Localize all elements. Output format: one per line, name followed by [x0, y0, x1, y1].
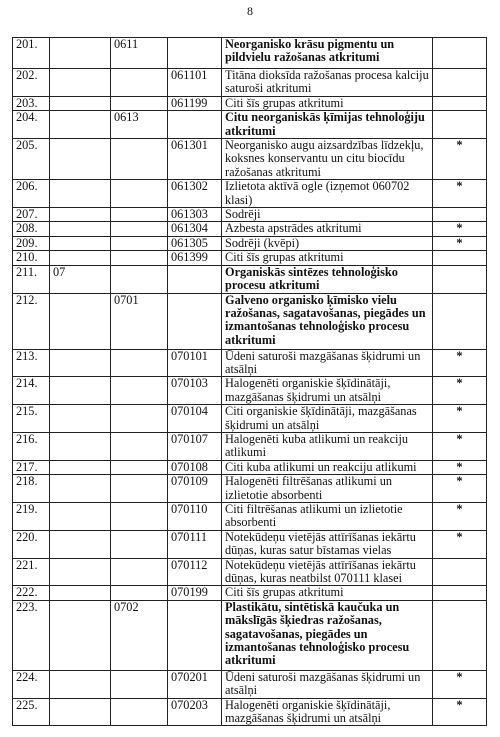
- row-number-cell: 214.: [13, 377, 50, 405]
- hazard-mark-cell: [433, 600, 487, 670]
- row-number-cell: 204.: [13, 111, 50, 139]
- table-row: [13, 180, 487, 208]
- row-number-cell: 221.: [13, 558, 50, 586]
- waste-code-cell: 070199: [168, 586, 222, 600]
- hazard-mark-cell: *: [433, 530, 487, 558]
- row-number-cell: 224.: [13, 670, 50, 698]
- waste-code-cell: 070108: [168, 460, 222, 474]
- group-code-cell: 0702: [111, 600, 168, 670]
- waste-code-cell: 061304: [168, 222, 222, 236]
- table-row: [13, 432, 487, 460]
- chapter-code-cell: [50, 96, 111, 110]
- table-row: [13, 586, 487, 600]
- group-code-cell: [111, 349, 168, 377]
- row-number-cell: 222.: [13, 586, 50, 600]
- row-number-cell: 216.: [13, 432, 50, 460]
- row-number-cell: 223.: [13, 600, 50, 670]
- table-row: [13, 251, 487, 265]
- hazard-mark-cell: [433, 251, 487, 265]
- chapter-code-cell: [50, 69, 111, 97]
- description-cell: Halogenēti organiskie šķīdinātāji, mazgāšanas šķidrumi un atsālņi: [222, 698, 433, 726]
- row-number-cell: 202.: [13, 69, 50, 97]
- chapter-code-cell: [50, 698, 111, 726]
- waste-code-cell: 061399: [168, 251, 222, 265]
- chapter-code-cell: [50, 405, 111, 433]
- chapter-code-cell: [50, 236, 111, 250]
- table-body: [13, 38, 487, 726]
- waste-code-cell: [168, 265, 222, 293]
- description-cell: Halogenēti organiskie šķīdinātāji, mazgāšanas šķidrumi un atsālņi: [222, 377, 433, 405]
- hazard-mark-cell: [433, 208, 487, 222]
- description-cell: Ūdeni saturoši mazgāšanas šķidrumi un atsālņi: [222, 670, 433, 698]
- description-cell: Neorganisko krāsu pigmentu un pildvielu ražošanas atkritumi: [222, 38, 433, 69]
- row-number-cell: 209.: [13, 236, 50, 250]
- chapter-code-cell: 07: [50, 265, 111, 293]
- group-code-cell: [111, 558, 168, 586]
- hazard-mark-cell: *: [433, 349, 487, 377]
- hazard-mark-cell: [433, 558, 487, 586]
- table-row: [13, 377, 487, 405]
- table-row: [13, 69, 487, 97]
- group-code-cell: [111, 69, 168, 97]
- hazard-mark-cell: *: [433, 698, 487, 726]
- description-cell: Izlietota aktīvā ogle (izņemot 060702 klasi): [222, 180, 433, 208]
- chapter-code-cell: [50, 530, 111, 558]
- waste-code-cell: 070104: [168, 405, 222, 433]
- chapter-code-cell: [50, 139, 111, 180]
- group-code-cell: [111, 208, 168, 222]
- waste-code-cell: 070201: [168, 670, 222, 698]
- hazard-mark-cell: *: [433, 460, 487, 474]
- hazard-mark-cell: [433, 265, 487, 293]
- row-number-cell: 213.: [13, 349, 50, 377]
- hazard-mark-cell: *: [433, 405, 487, 433]
- hazard-mark-cell: *: [433, 377, 487, 405]
- chapter-code-cell: [50, 222, 111, 236]
- description-cell: Citi organiskie šķīdinātāji, mazgāšanas šķidrumi un atsālņi: [222, 405, 433, 433]
- table-row: [13, 96, 487, 110]
- description-cell: Citi šīs grupas atkritumi: [222, 96, 433, 110]
- waste-code-cell: 061302: [168, 180, 222, 208]
- table-row: [13, 405, 487, 433]
- chapter-code-cell: [50, 558, 111, 586]
- table-row: [13, 265, 487, 293]
- table-row: [13, 558, 487, 586]
- table-row: [13, 38, 487, 69]
- description-cell: Azbesta apstrādes atkritumi: [222, 222, 433, 236]
- table-row: [13, 349, 487, 377]
- row-number-cell: 210.: [13, 251, 50, 265]
- description-cell: Ūdeni saturoši mazgāšanas šķidrumi un atsālņi: [222, 349, 433, 377]
- description-cell: Citu neorganiskās ķīmijas tehnoloģiju atkritumi: [222, 111, 433, 139]
- description-cell: Halogenēti filtrēšanas atlikumi un izlietotie absorbenti: [222, 475, 433, 503]
- waste-code-cell: 061305: [168, 236, 222, 250]
- waste-code-cell: 070111: [168, 530, 222, 558]
- group-code-cell: [111, 432, 168, 460]
- chapter-code-cell: [50, 460, 111, 474]
- table-row: [13, 208, 487, 222]
- description-cell: Neorganisko augu aizsardzības līdzekļu, koksnes konservantu un citu biocīdu ražošanas atkritumi: [222, 139, 433, 180]
- group-code-cell: [111, 530, 168, 558]
- group-code-cell: [111, 222, 168, 236]
- chapter-code-cell: [50, 502, 111, 530]
- row-number-cell: 203.: [13, 96, 50, 110]
- waste-code-cell: 061101: [168, 69, 222, 97]
- waste-code-cell: 061199: [168, 96, 222, 110]
- row-number-cell: 201.: [13, 38, 50, 69]
- description-cell: Halogenēti kuba atlikumi un reakciju atlikumi: [222, 432, 433, 460]
- row-number-cell: 219.: [13, 502, 50, 530]
- chapter-code-cell: [50, 38, 111, 69]
- row-number-cell: 212.: [13, 293, 50, 349]
- table-row: [13, 475, 487, 503]
- table-row: [13, 670, 487, 698]
- hazard-mark-cell: [433, 293, 487, 349]
- hazard-mark-cell: [433, 96, 487, 110]
- row-number-cell: 206.: [13, 180, 50, 208]
- row-number-cell: 208.: [13, 222, 50, 236]
- chapter-code-cell: [50, 432, 111, 460]
- hazard-mark-cell: [433, 69, 487, 97]
- table-row: [13, 293, 487, 349]
- description-cell: Sodrēji: [222, 208, 433, 222]
- description-cell: Plastikātu, sintētiskā kaučuka un mākslīgās šķiedras ražošanas, sagatavošanas, piegādes un izmantošanas tehnoloģisko procesu atkritumi: [222, 600, 433, 670]
- chapter-code-cell: [50, 180, 111, 208]
- group-code-cell: [111, 180, 168, 208]
- group-code-cell: [111, 698, 168, 726]
- table-row: [13, 530, 487, 558]
- group-code-cell: [111, 139, 168, 180]
- table-row: [13, 236, 487, 250]
- hazard-mark-cell: [433, 111, 487, 139]
- chapter-code-cell: [50, 111, 111, 139]
- description-cell: Citi filtrēšanas atlikumi un izlietotie absorbenti: [222, 502, 433, 530]
- description-cell: Citi kuba atlikumi un reakciju atlikumi: [222, 460, 433, 474]
- waste-code-cell: 070101: [168, 349, 222, 377]
- chapter-code-cell: [50, 475, 111, 503]
- description-cell: Galveno organisko ķīmisko vielu ražošanas, sagatavošanas, piegādes un izmantošanas tehnoloģisko procesu atkritumi: [222, 293, 433, 349]
- table-row: [13, 111, 487, 139]
- description-cell: Notekūdeņu vietējās attīrīšanas iekārtu dūņas, kuras satur bīstamas vielas: [222, 530, 433, 558]
- table-row: [13, 139, 487, 180]
- group-code-cell: [111, 377, 168, 405]
- hazard-mark-cell: *: [433, 236, 487, 250]
- group-code-cell: [111, 670, 168, 698]
- table-row: [13, 502, 487, 530]
- hazard-mark-cell: *: [433, 670, 487, 698]
- row-number-cell: 225.: [13, 698, 50, 726]
- hazard-mark-cell: *: [433, 432, 487, 460]
- group-code-cell: [111, 586, 168, 600]
- table-row: [13, 460, 487, 474]
- description-cell: Organiskās sintēzes tehnoloģisko procesu atkritumi: [222, 265, 433, 293]
- chapter-code-cell: [50, 586, 111, 600]
- chapter-code-cell: [50, 600, 111, 670]
- waste-code-cell: 061301: [168, 139, 222, 180]
- description-cell: Titāna dioksīda ražošanas procesa kalciju saturoši atkritumi: [222, 69, 433, 97]
- page-number: 8: [247, 4, 253, 18]
- waste-code-cell: [168, 293, 222, 349]
- chapter-code-cell: [50, 293, 111, 349]
- chapter-code-cell: [50, 349, 111, 377]
- hazard-mark-cell: [433, 38, 487, 69]
- waste-code-cell: [168, 111, 222, 139]
- group-code-cell: [111, 405, 168, 433]
- group-code-cell: [111, 502, 168, 530]
- row-number-cell: 218.: [13, 475, 50, 503]
- hazard-mark-cell: [433, 586, 487, 600]
- row-number-cell: 217.: [13, 460, 50, 474]
- hazard-mark-cell: *: [433, 222, 487, 236]
- description-cell: Notekūdeņu vietējās attīrīšanas iekārtu dūņas, kuras neatbilst 070111 klasei: [222, 558, 433, 586]
- group-code-cell: [111, 475, 168, 503]
- row-number-cell: 207.: [13, 208, 50, 222]
- table-row: [13, 600, 487, 670]
- description-cell: Citi šīs grupas atkritumi: [222, 251, 433, 265]
- group-code-cell: [111, 236, 168, 250]
- group-code-cell: 0613: [111, 111, 168, 139]
- waste-classification-table: [12, 37, 487, 726]
- group-code-cell: 0611: [111, 38, 168, 69]
- hazard-mark-cell: *: [433, 502, 487, 530]
- row-number-cell: 220.: [13, 530, 50, 558]
- row-number-cell: 205.: [13, 139, 50, 180]
- waste-code-cell: 070103: [168, 377, 222, 405]
- row-number-cell: 215.: [13, 405, 50, 433]
- hazard-mark-cell: *: [433, 180, 487, 208]
- waste-code-cell: 070110: [168, 502, 222, 530]
- table-row: [13, 222, 487, 236]
- hazard-mark-cell: *: [433, 475, 487, 503]
- group-code-cell: [111, 265, 168, 293]
- chapter-code-cell: [50, 251, 111, 265]
- chapter-code-cell: [50, 377, 111, 405]
- waste-code-cell: [168, 600, 222, 670]
- row-number-cell: 211.: [13, 265, 50, 293]
- waste-code-cell: 070109: [168, 475, 222, 503]
- chapter-code-cell: [50, 670, 111, 698]
- waste-code-cell: 070107: [168, 432, 222, 460]
- waste-code-cell: 070112: [168, 558, 222, 586]
- chapter-code-cell: [50, 208, 111, 222]
- waste-code-cell: [168, 38, 222, 69]
- hazard-mark-cell: *: [433, 139, 487, 180]
- group-code-cell: [111, 251, 168, 265]
- description-cell: Sodrēji (kvēpi): [222, 236, 433, 250]
- group-code-cell: [111, 96, 168, 110]
- table-row: [13, 698, 487, 726]
- waste-code-cell: 070203: [168, 698, 222, 726]
- group-code-cell: [111, 460, 168, 474]
- waste-code-cell: 061303: [168, 208, 222, 222]
- description-cell: Citi šīs grupas atkritumi: [222, 586, 433, 600]
- group-code-cell: 0701: [111, 293, 168, 349]
